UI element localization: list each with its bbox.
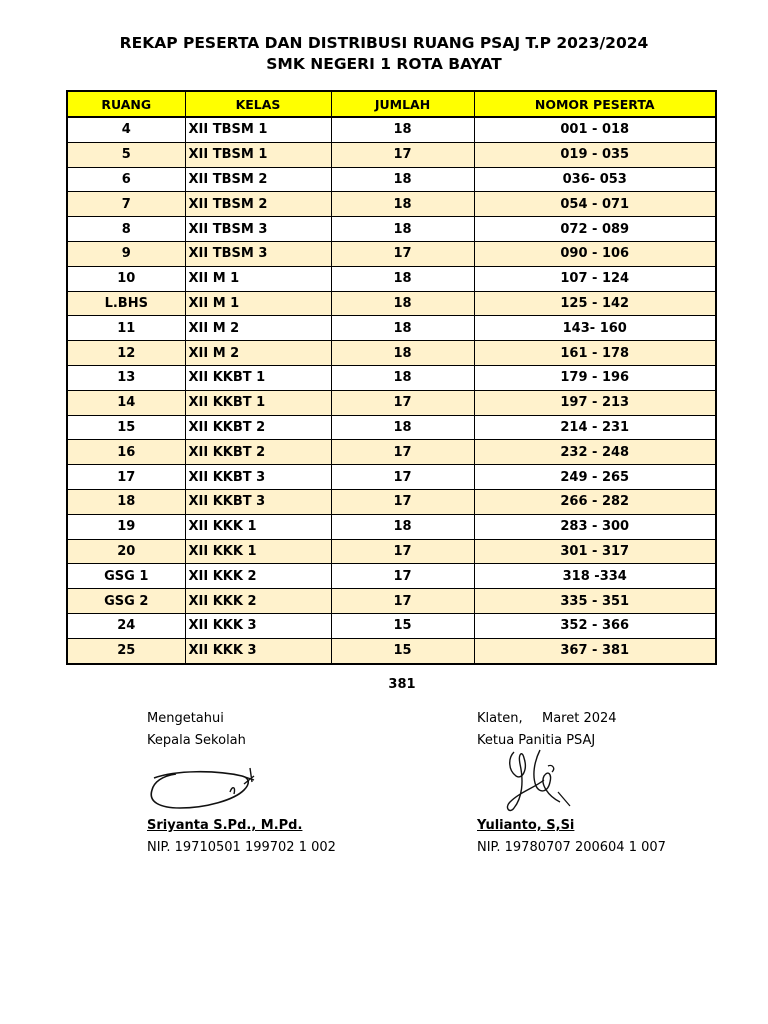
cell-nomor-peserta: 143- 160 <box>474 316 716 341</box>
table-row <box>67 440 716 465</box>
cell-ruang: 17 <box>67 465 185 490</box>
column-header-kelas: KELAS <box>185 91 331 117</box>
cell-jumlah: 15 <box>331 613 474 638</box>
cell-kelas: XII KKK 3 <box>185 613 331 638</box>
cell-nomor-peserta: 318 -334 <box>474 564 716 589</box>
cell-ruang: 18 <box>67 489 185 514</box>
table-row <box>67 465 716 490</box>
cell-jumlah: 15 <box>331 638 474 663</box>
table-row <box>67 514 716 539</box>
cell-jumlah: 18 <box>331 316 474 341</box>
cell-ruang: GSG 2 <box>67 589 185 614</box>
cell-kelas: XII TBSM 2 <box>185 167 331 192</box>
cell-nomor-peserta: 107 - 124 <box>474 266 716 291</box>
table-row <box>67 142 716 167</box>
table-row <box>67 241 716 266</box>
table-row <box>67 564 716 589</box>
cell-kelas: XII M 2 <box>185 316 331 341</box>
cell-kelas: XII KKK 1 <box>185 514 331 539</box>
table-row <box>67 589 716 614</box>
cell-nomor-peserta: 179 - 196 <box>474 365 716 390</box>
cell-jumlah: 17 <box>331 465 474 490</box>
table-row <box>67 638 716 663</box>
cell-nomor-peserta: 283 - 300 <box>474 514 716 539</box>
table-row <box>67 266 716 291</box>
cell-kelas: XII KKBT 1 <box>185 390 331 415</box>
table-row <box>67 316 716 341</box>
cell-jumlah: 17 <box>331 589 474 614</box>
cell-ruang: 6 <box>67 167 185 192</box>
principal-title: Kepala Sekolah <box>147 733 246 748</box>
cell-jumlah: 17 <box>331 390 474 415</box>
date-label: Maret 2024 <box>542 711 617 726</box>
principal-name: Sriyanta S.Pd., M.Pd. <box>147 818 303 833</box>
cell-kelas: XII M 2 <box>185 341 331 366</box>
cell-ruang: 7 <box>67 192 185 217</box>
cell-jumlah: 18 <box>331 192 474 217</box>
cell-jumlah: 18 <box>331 266 474 291</box>
cell-ruang: 16 <box>67 440 185 465</box>
cell-ruang: 9 <box>67 241 185 266</box>
principal-nip: NIP. 19710501 199702 1 002 <box>147 840 336 855</box>
cell-kelas: XII KKK 1 <box>185 539 331 564</box>
cell-kelas: XII KKBT 3 <box>185 465 331 490</box>
cell-jumlah: 17 <box>331 564 474 589</box>
cell-nomor-peserta: 161 - 178 <box>474 341 716 366</box>
cell-nomor-peserta: 301 - 317 <box>474 539 716 564</box>
table-row <box>67 192 716 217</box>
cell-nomor-peserta: 352 - 366 <box>474 613 716 638</box>
cell-kelas: XII TBSM 1 <box>185 117 331 142</box>
cell-jumlah: 18 <box>331 415 474 440</box>
cell-ruang: 14 <box>67 390 185 415</box>
cell-ruang: 11 <box>67 316 185 341</box>
cell-ruang: L.BHS <box>67 291 185 316</box>
table-row <box>67 539 716 564</box>
committee-chair-title: Ketua Panitia PSAJ <box>477 733 596 748</box>
committee-chair-nip: NIP. 19780707 200604 1 007 <box>477 840 666 855</box>
cell-jumlah: 17 <box>331 489 474 514</box>
table-row <box>67 489 716 514</box>
table-row <box>67 415 716 440</box>
table-row <box>67 365 716 390</box>
cell-jumlah: 18 <box>331 341 474 366</box>
cell-ruang: 12 <box>67 341 185 366</box>
cell-kelas: XII TBSM 1 <box>185 142 331 167</box>
cell-jumlah: 18 <box>331 167 474 192</box>
cell-kelas: XII KKBT 1 <box>185 365 331 390</box>
cell-jumlah: 17 <box>331 142 474 167</box>
cell-nomor-peserta: 001 - 018 <box>474 117 716 142</box>
cell-ruang: 10 <box>67 266 185 291</box>
cell-nomor-peserta: 197 - 213 <box>474 390 716 415</box>
cell-nomor-peserta: 072 - 089 <box>474 217 716 242</box>
cell-nomor-peserta: 214 - 231 <box>474 415 716 440</box>
cell-ruang: GSG 1 <box>67 564 185 589</box>
column-header-jumlah: JUMLAH <box>331 91 474 117</box>
cell-kelas: XII KKBT 2 <box>185 415 331 440</box>
cell-kelas: XII KKK 2 <box>185 589 331 614</box>
cell-ruang: 13 <box>67 365 185 390</box>
cell-nomor-peserta: 249 - 265 <box>474 465 716 490</box>
cell-nomor-peserta: 335 - 351 <box>474 589 716 614</box>
cell-jumlah: 17 <box>331 241 474 266</box>
committee-chair-signature-image <box>500 746 580 816</box>
cell-nomor-peserta: 019 - 035 <box>474 142 716 167</box>
cell-kelas: XII TBSM 3 <box>185 217 331 242</box>
cell-kelas: XII KKK 3 <box>185 638 331 663</box>
committee-chair-name: Yulianto, S,Si <box>477 818 575 833</box>
cell-ruang: 24 <box>67 613 185 638</box>
cell-ruang: 4 <box>67 117 185 142</box>
cell-kelas: XII KKBT 3 <box>185 489 331 514</box>
cell-kelas: XII M 1 <box>185 266 331 291</box>
cell-ruang: 15 <box>67 415 185 440</box>
cell-nomor-peserta: 367 - 381 <box>474 638 716 663</box>
table-header-row <box>67 91 716 117</box>
cell-jumlah: 18 <box>331 514 474 539</box>
cell-nomor-peserta: 090 - 106 <box>474 241 716 266</box>
cell-jumlah: 17 <box>331 440 474 465</box>
acknowledgement-label: Mengetahui <box>147 711 224 726</box>
table-body <box>67 117 716 664</box>
cell-ruang: 8 <box>67 217 185 242</box>
cell-ruang: 5 <box>67 142 185 167</box>
table-row <box>67 167 716 192</box>
cell-jumlah: 18 <box>331 117 474 142</box>
total-participants: 381 <box>388 677 416 692</box>
school-name: SMK NEGERI 1 ROTA BAYAT <box>266 55 502 73</box>
cell-nomor-peserta: 266 - 282 <box>474 489 716 514</box>
cell-nomor-peserta: 125 - 142 <box>474 291 716 316</box>
cell-ruang: 20 <box>67 539 185 564</box>
principal-signature-image <box>146 762 266 812</box>
cell-kelas: XII TBSM 3 <box>185 241 331 266</box>
cell-kelas: XII TBSM 2 <box>185 192 331 217</box>
cell-kelas: XII M 1 <box>185 291 331 316</box>
cell-kelas: XII KKK 2 <box>185 564 331 589</box>
table-row <box>67 217 716 242</box>
document-title: REKAP PESERTA DAN DISTRIBUSI RUANG PSAJ T.P 2023/2024 <box>119 34 649 52</box>
cell-jumlah: 18 <box>331 217 474 242</box>
table-row <box>67 390 716 415</box>
place-label: Klaten, <box>477 711 523 726</box>
cell-jumlah: 18 <box>331 365 474 390</box>
table-row <box>67 613 716 638</box>
table-row <box>67 341 716 366</box>
cell-jumlah: 17 <box>331 539 474 564</box>
column-header-ruang: RUANG <box>67 91 185 117</box>
cell-ruang: 19 <box>67 514 185 539</box>
table-row <box>67 291 716 316</box>
cell-jumlah: 18 <box>331 291 474 316</box>
cell-nomor-peserta: 036- 053 <box>474 167 716 192</box>
cell-nomor-peserta: 054 - 071 <box>474 192 716 217</box>
cell-nomor-peserta: 232 - 248 <box>474 440 716 465</box>
cell-ruang: 25 <box>67 638 185 663</box>
cell-kelas: XII KKBT 2 <box>185 440 331 465</box>
column-header-nomor-peserta: NOMOR PESERTA <box>474 91 716 117</box>
table-row <box>67 117 716 142</box>
distribution-table <box>66 90 717 665</box>
